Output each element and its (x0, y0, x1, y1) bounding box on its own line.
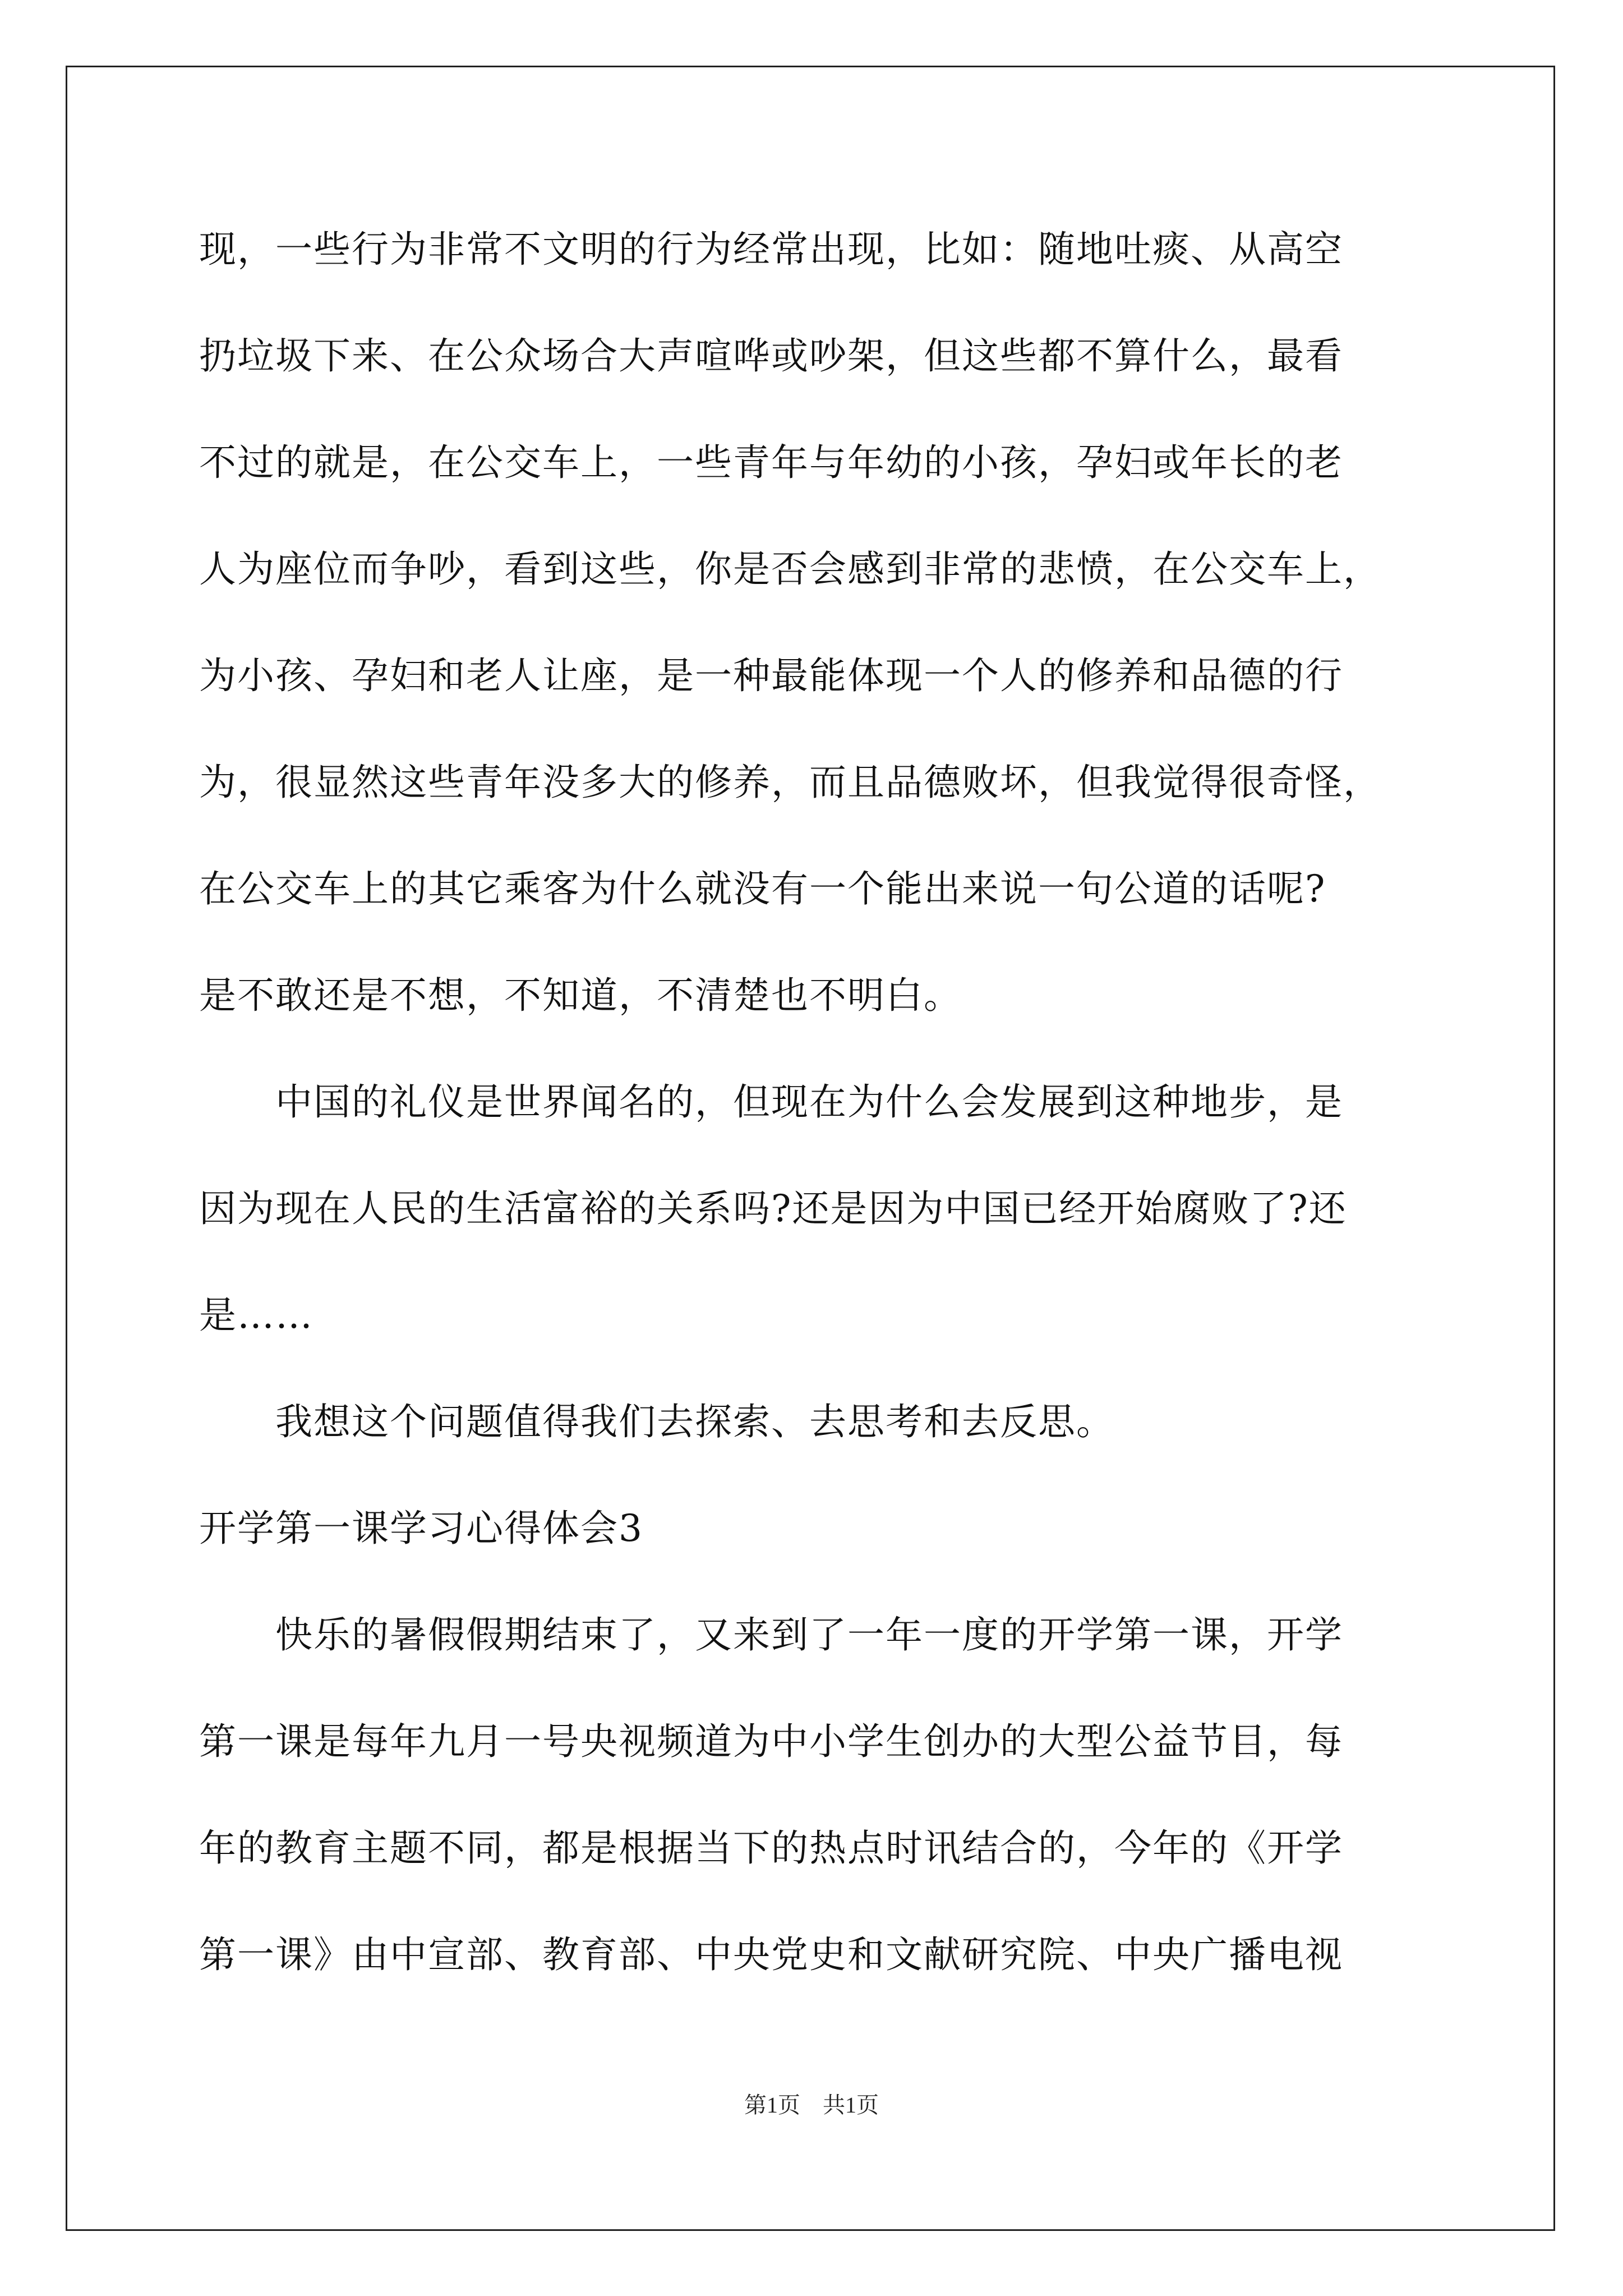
page-number-footer: 第1页 共1页 (744, 2092, 879, 2118)
body-line: 第一课》由中宣部、教育部、中央党史和文献研究院、中央广播电视 (199, 1933, 1343, 1976)
body-line: 扔垃圾下来、在公众场合大声喧哗或吵架，但这些都不算什么，最看 (199, 334, 1343, 378)
body-line: 为小孩、孕妇和老人让座，是一种最能体现一个人的修养和品德的行 (199, 654, 1343, 697)
body-line: 年的教育主题不同，都是根据当下的热点时讯结合的，今年的《开学 (199, 1826, 1343, 1870)
body-line: 为，很显然这些青年没多大的修养，而且品德败坏，但我觉得很奇怪， (199, 761, 1381, 804)
body-line: 是…… (199, 1294, 313, 1337)
body-line: 在公交车上的其它乘客为什么就没有一个能出来说一句公道的话呢? (199, 867, 1326, 910)
body-line: 人为座位而争吵，看到这些，你是否会感到非常的悲愤，在公交车上， (199, 547, 1381, 591)
paragraph-start-line: 我想这个问题值得我们去探索、去思考和去反思。 (199, 1400, 1114, 1443)
paragraph-start-line: 中国的礼仪是世界闻名的，但现在为什么会发展到这种地步，是 (199, 1080, 1343, 1124)
section-heading: 开学第一课学习心得体会3 (199, 1507, 643, 1550)
body-line: 不过的就是，在公交车上，一些青年与年幼的小孩，孕妇或年长的老 (199, 441, 1343, 484)
body-line: 第一课是每年九月一号央视频道为中小学生创办的大型公益节目，每 (199, 1720, 1343, 1763)
body-line: 是不敢还是不想，不知道，不清楚也不明白。 (199, 974, 962, 1017)
body-line: 因为现在人民的生活富裕的关系吗?还是因为中国已经开始腐败了?还 (199, 1187, 1347, 1230)
page-border (66, 66, 1555, 2231)
paragraph-start-line: 快乐的暑假假期结束了，又来到了一年一度的开学第一课，开学 (199, 1613, 1343, 1657)
body-line: 现，一些行为非常不文明的行为经常出现，比如：随地吐痰、从高空 (199, 228, 1343, 271)
